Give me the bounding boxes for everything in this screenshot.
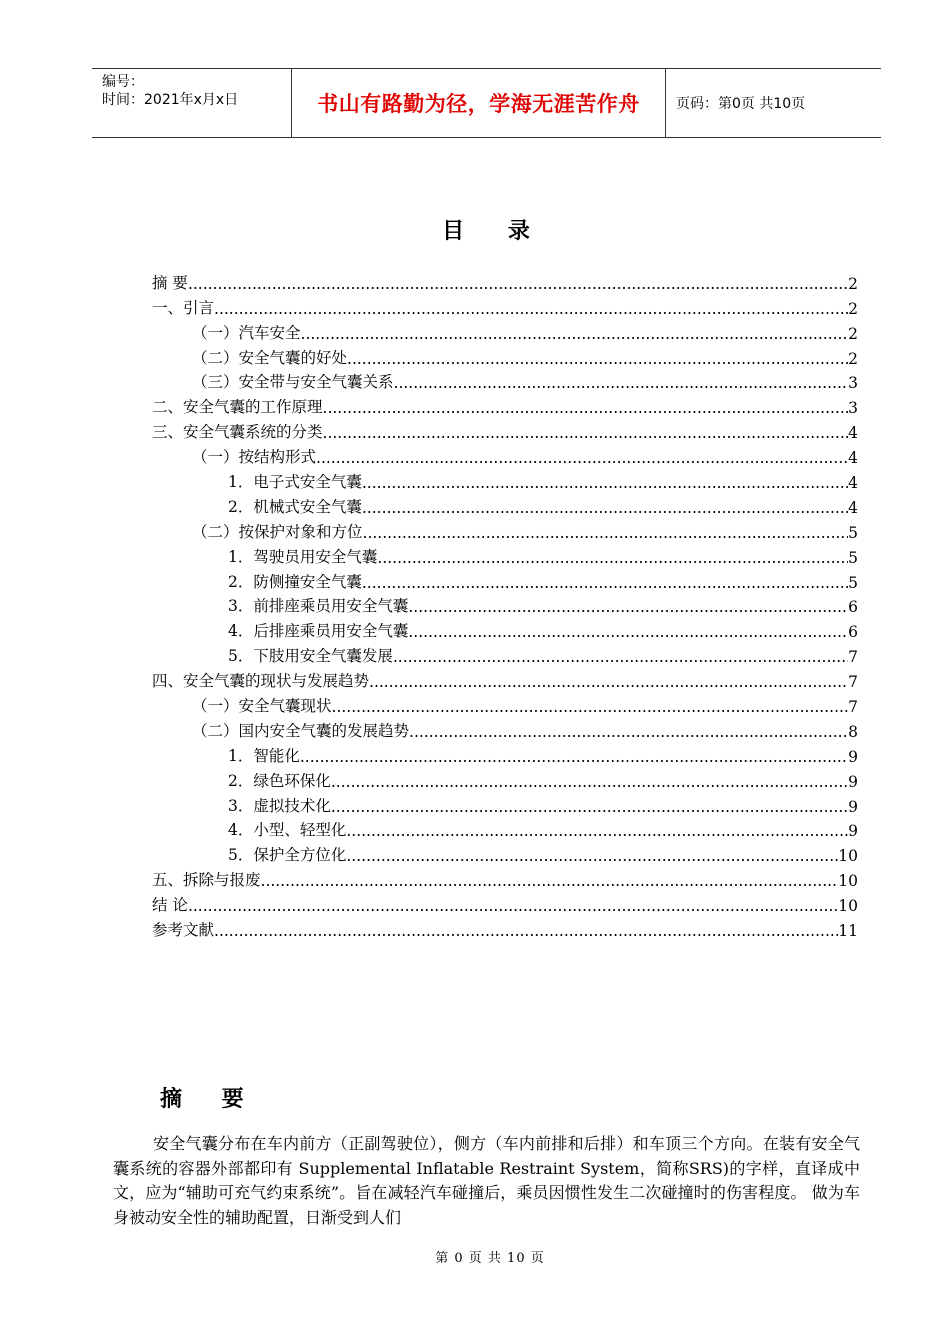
header-number-label: 编号：	[102, 74, 144, 90]
toc-entry-page: 3	[848, 374, 858, 393]
toc-entry-page: 10	[838, 897, 858, 916]
header-page-info: 页码：第0页 共10页	[676, 96, 806, 112]
toc-entry-page: 9	[848, 747, 858, 766]
toc-entry-label: （二）安全气囊的好处	[192, 348, 348, 367]
toc-entry[interactable]	[152, 417, 858, 442]
toc-entry-page: 2	[848, 274, 858, 293]
toc-entry-label: （二）按保护对象和方位	[192, 522, 363, 541]
toc-entry[interactable]	[152, 691, 858, 716]
toc-entry[interactable]	[152, 616, 858, 641]
toc-entry-page: 7	[848, 673, 858, 692]
toc-leader-dots	[347, 350, 848, 368]
toc-leader-dots	[377, 549, 848, 567]
toc-leader-dots	[323, 399, 849, 417]
toc-leader-dots	[394, 374, 849, 392]
toc-entry-label: （三）安全带与安全气囊关系	[192, 373, 394, 392]
toc-leader-dots	[346, 847, 838, 865]
toc-entry[interactable]	[152, 442, 858, 467]
toc-leader-dots	[331, 773, 848, 791]
toc-leader-dots	[362, 574, 848, 592]
toc-entry[interactable]	[152, 592, 858, 617]
toc-entry-label: 1．电子式安全气囊	[228, 473, 362, 492]
toc-leader-dots	[323, 424, 849, 442]
toc-entry-label: 4．小型、轻型化	[228, 821, 347, 840]
toc-entry-page: 6	[848, 598, 858, 617]
toc-entry-page: 9	[848, 797, 858, 816]
toc-entry-page: 2	[848, 299, 858, 318]
toc-entry-label: 二、安全气囊的工作原理	[152, 398, 323, 417]
toc-leader-dots	[214, 922, 838, 940]
toc-entry-page: 4	[848, 424, 858, 443]
toc-entry[interactable]	[152, 741, 858, 766]
table-of-contents	[152, 268, 858, 940]
toc-entry-label: （二）国内安全气囊的发展趋势	[192, 721, 410, 740]
toc-entry-page: 4	[848, 449, 858, 468]
toc-leader-dots	[316, 449, 848, 467]
toc-entry[interactable]	[152, 542, 858, 567]
toc-leader-dots	[346, 822, 848, 840]
toc-leader-dots	[362, 474, 848, 492]
page-footer: 第 0 页 共 10 页	[435, 1251, 545, 1266]
toc-entry[interactable]	[152, 492, 858, 517]
toc-leader-dots	[408, 598, 848, 616]
toc-entry-label: （一）按结构形式	[192, 448, 317, 467]
toc-entry-page: 7	[848, 698, 858, 717]
toc-leader-dots	[261, 872, 839, 890]
toc-entry-label: 5．下肢用安全气囊发展	[228, 647, 393, 666]
toc-entry-label: 摘 要	[152, 273, 188, 292]
toc-entry-label: 2．绿色环保化	[228, 771, 331, 790]
toc-entry-page: 5	[848, 523, 858, 542]
toc-entry[interactable]	[152, 840, 858, 865]
toc-entry-page: 2	[848, 349, 858, 368]
toc-entry-label: 三、安全气囊系统的分类	[152, 423, 323, 442]
toc-entry-page: 7	[848, 648, 858, 667]
toc-entry[interactable]	[152, 392, 858, 417]
toc-leader-dots	[362, 499, 848, 517]
header-motto: 书山有路勤为径，学海无涯苦作舟	[292, 69, 666, 137]
toc-entry-label: 四、安全气囊的现状与发展趋势	[152, 672, 370, 691]
toc-entry[interactable]	[152, 890, 858, 915]
toc-leader-dots	[332, 698, 849, 716]
toc-entry[interactable]	[152, 343, 858, 368]
toc-entry[interactable]	[152, 666, 858, 691]
toc-title: 目 录	[442, 218, 548, 244]
toc-entry-label: 3．前排座乘员用安全气囊	[228, 597, 409, 616]
toc-leader-dots	[363, 524, 849, 542]
toc-entry[interactable]	[152, 293, 858, 318]
abstract-title: 摘 要	[160, 1086, 260, 1112]
toc-entry-label: 五、拆除与报废	[152, 871, 261, 890]
toc-entry[interactable]	[152, 318, 858, 343]
toc-entry-label: 4．后排座乘员用安全气囊	[228, 622, 409, 641]
toc-entry-label: 2．防侧撞安全气囊	[228, 572, 362, 591]
abstract-paragraph: 安全气囊分布在车内前方（正副驾驶位），侧方（车内前排和后排）和车顶三个方向。在装有安全气囊系统的容器外部都印有 Supplemental Inflatable Restraint System，简称SRS)的字样，直译成中文，应为“辅助可充气约束系统”。旨在减轻汽车碰撞后，乘员因惯性发生二次碰撞时的伤害程度。 做为车身被动安全性的辅助配置，日渐受到人们	[113, 1134, 860, 1227]
toc-entry-page: 9	[848, 822, 858, 841]
page-header	[92, 68, 881, 138]
abstract-body	[113, 1132, 860, 1230]
toc-entry[interactable]	[152, 517, 858, 542]
toc-entry-label: 参考文献	[152, 921, 215, 940]
toc-entry-page: 6	[848, 623, 858, 642]
toc-entry[interactable]	[152, 641, 858, 666]
toc-entry-label: （一）安全气囊现状	[192, 697, 332, 716]
toc-entry[interactable]	[152, 766, 858, 791]
toc-leader-dots	[408, 623, 848, 641]
toc-entry-page: 10	[838, 872, 858, 891]
toc-entry[interactable]	[152, 567, 858, 592]
toc-entry[interactable]	[152, 915, 858, 940]
toc-entry-page: 4	[848, 474, 858, 493]
toc-entry[interactable]	[152, 716, 858, 741]
toc-entry-page: 8	[848, 722, 858, 741]
toc-entry[interactable]	[152, 865, 858, 890]
toc-entry[interactable]	[152, 816, 858, 841]
toc-entry-label: 结 论	[152, 896, 188, 915]
toc-entry-page: 2	[848, 324, 858, 343]
toc-entry-page: 5	[848, 548, 858, 567]
toc-entry[interactable]	[152, 368, 858, 393]
toc-leader-dots	[300, 748, 848, 766]
toc-entry-page: 5	[848, 573, 858, 592]
toc-entry-page: 4	[848, 498, 858, 517]
toc-entry-page: 11	[838, 922, 858, 941]
toc-leader-dots	[409, 723, 848, 741]
toc-entry[interactable]	[152, 467, 858, 492]
toc-leader-dots	[188, 275, 848, 293]
toc-entry-label: 1．驾驶员用安全气囊	[228, 547, 378, 566]
toc-entry-label: 2．机械式安全气囊	[228, 497, 362, 516]
toc-entry-label: 1．智能化	[228, 746, 300, 765]
toc-entry-label: 一、引言	[152, 298, 215, 317]
toc-leader-dots	[369, 673, 848, 691]
toc-leader-dots	[301, 325, 849, 343]
toc-leader-dots	[214, 300, 848, 318]
toc-entry-label: 5．保护全方位化	[228, 846, 347, 865]
toc-entry-label: 3．虚拟技术化	[228, 796, 331, 815]
toc-leader-dots	[331, 798, 848, 816]
toc-entry-label: （一）汽车安全	[192, 323, 301, 342]
toc-leader-dots	[393, 648, 848, 666]
toc-entry-page: 9	[848, 772, 858, 791]
toc-entry[interactable]	[152, 791, 858, 816]
toc-entry-page: 3	[848, 399, 858, 418]
toc-entry-page: 10	[838, 847, 858, 866]
header-left-cell	[92, 69, 292, 137]
header-time-label: 时间：2021年x月x日	[102, 92, 239, 108]
toc-leader-dots	[188, 897, 838, 915]
toc-entry[interactable]	[152, 268, 858, 293]
